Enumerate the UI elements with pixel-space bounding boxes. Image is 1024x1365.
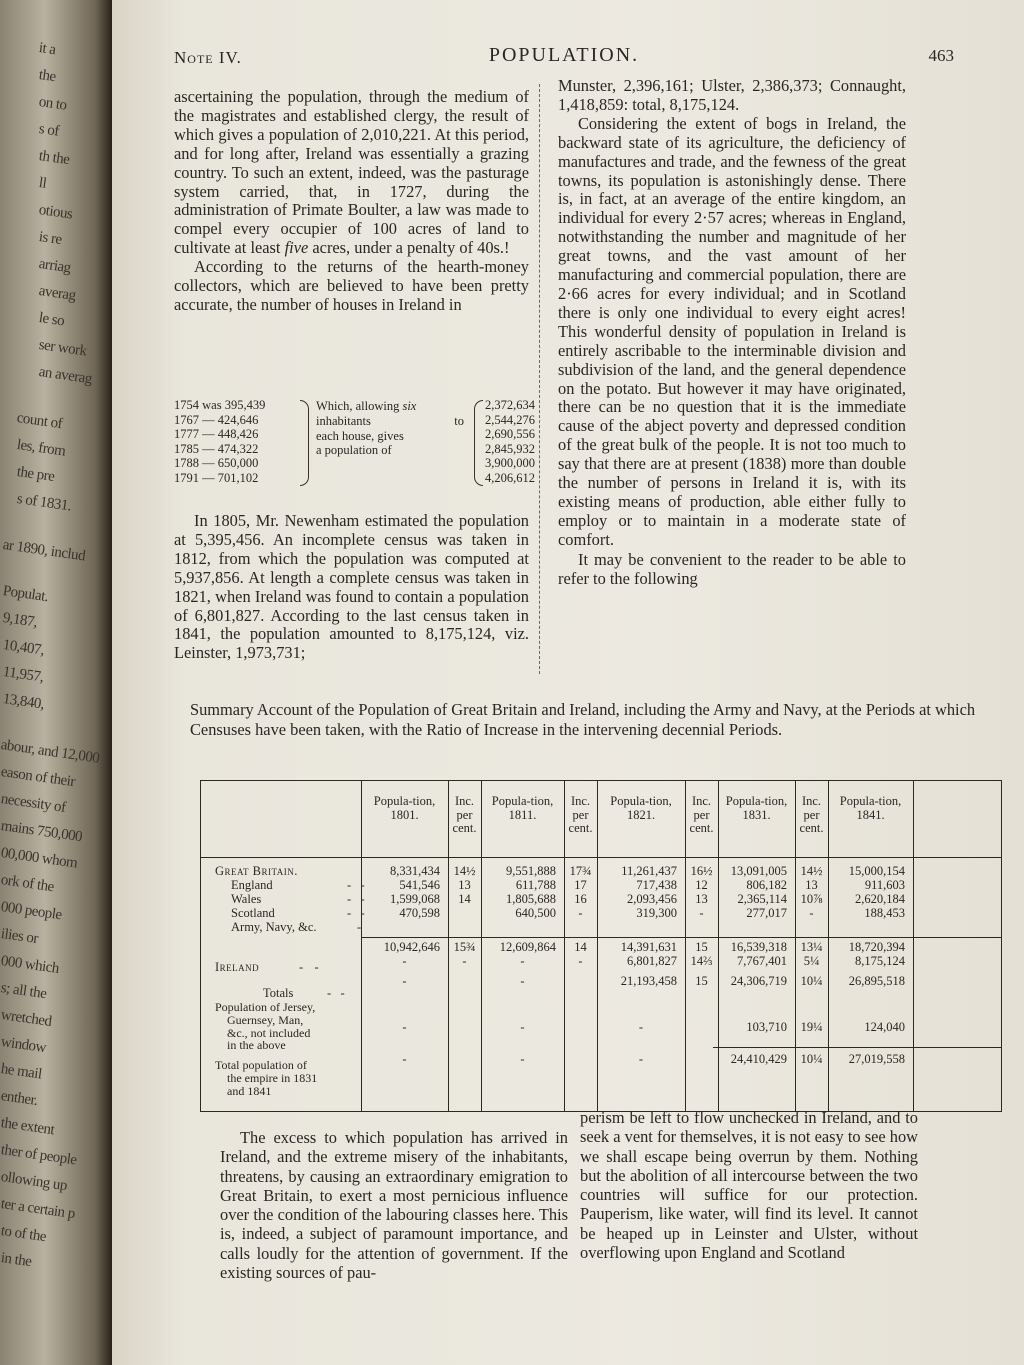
table-cell: 16½ [690, 864, 713, 878]
table-cell-ireland: 7,767,401 [737, 954, 787, 968]
gutter-fragment: the pre [15, 464, 56, 486]
gutter-fragment: ther of people [0, 1142, 78, 1169]
table-cell: - [809, 906, 814, 920]
table-cell: 2,365,114 [737, 892, 787, 906]
table-cell-subtotal: 15 [695, 940, 708, 954]
gutter-fragment: the extent [0, 1115, 56, 1139]
gutter-fragment: s of [37, 121, 60, 140]
table-cell: 10⅞ [800, 892, 823, 906]
table-cell-empire: 24,410,429 [730, 1052, 787, 1066]
gutter-fragment: count of [15, 410, 64, 433]
gutter-fragment: arriag [37, 256, 72, 277]
paragraph: Considering the extent of bogs in Ireland, the backward state of its agriculture, the deficiency of manufactures and trade, and the fewness of the great towns, its population is astonishingly dense. There is, in fact, at an average of the entire kingdom, an individual for every 2·57 acres; whereas in England, notwithstanding the number and magnitude of her great towns, and the vast amount of her manufacturing and commercial population, there are 2·66 acres for every individual; and in Scotland there is only one individual to every eight acres! This wonderful density of population in Ireland is entirely ascribable to the interminable division and subdivision of the land, and the general dependence on the potato. But however it may have originated, there can be no question that it is the immediate cause of the abject poverty and depressed condition of the great bulk of the people. It is not too much to say that there are at present (1838) more than double the number of persons in Ireland it is, with its existing means of production, able either fully to employ or to maintain in a moderate state of comfort. [558, 113, 906, 549]
bottom-right-column: perism be left to flow unchecked in Ireland, and to seek a vent for themselves, it is not easy to see how we shall escape being overrun by them. Nothing but the abolition of all intercourse between the two countries will suffice for our protection. Pauperism, like water, will find its level. It cannot be heaped up in Leinster and Ulster, without overflowing upon England and Scotland [580, 1108, 918, 1263]
page-number: 463 [928, 46, 954, 65]
table-cell: - [578, 906, 583, 920]
table-cell: 470,598 [399, 906, 440, 920]
book-page [112, 0, 1024, 1365]
table-header: Popula-tion, 1841. [839, 794, 902, 822]
table-cell-totals: 24,306,719 [730, 974, 787, 988]
table-cell-totals: 10¼ [800, 974, 823, 988]
table-cell: 13 [458, 878, 471, 892]
gutter-fragment: ter a certain p [0, 1196, 76, 1223]
table-cell-subtotal: 10,942,646 [383, 940, 440, 954]
table-cell-subtotal: 18,720,394 [848, 940, 905, 954]
table-header: Popula-tion, 1831. [725, 794, 788, 822]
row-label: Wales - - [231, 892, 365, 906]
table-cell-empire: - [638, 1052, 644, 1066]
table-cell-jersey: - [638, 1020, 644, 1034]
table-cell: 2,093,456 [627, 892, 677, 906]
gutter-fragment: 000 people [0, 899, 63, 924]
paragraph: In 1805, Mr. Newenham estimated the population at 5,395,456. An incomplete census was taken in 1812, from which the population was computed at 5,937,856. At length a complete census was taken in 1821, when Ireland was found to contain a population of 6,801,827. According to the last census taken in 1841, the population amounted to 8,175,124, viz. Leinster, 1,973,731; [174, 511, 529, 663]
row-label: Army, Navy, &c. - [231, 920, 362, 934]
table-cell: 16 [574, 892, 587, 906]
gutter-fragment: necessity of [0, 791, 67, 816]
table-cell: 541,546 [399, 878, 440, 892]
table-cell: 13,091,005 [730, 864, 787, 878]
column-rule [539, 84, 540, 674]
table-cell-subtotal: 13¼ [800, 940, 823, 954]
table-cell-ireland: 6,801,827 [627, 954, 677, 968]
gutter-fragment: ollowing up [0, 1169, 68, 1195]
gutter-fragment: ser work [37, 337, 88, 360]
row-label: Ireland - - [215, 960, 320, 974]
table-cell: 806,182 [746, 878, 787, 892]
left-column [174, 88, 529, 315]
gutter-fragment: wretched [0, 1007, 53, 1030]
gutter-fragment: s of 1831. [15, 491, 73, 515]
paragraph: It may be convenient to the reader to be able to refer to the following [558, 549, 906, 588]
gutter-fragment: abour, and 12,000 [0, 737, 101, 767]
brace [474, 400, 483, 486]
table-cell: 17 [574, 878, 587, 892]
table-cell: 319,300 [636, 906, 677, 920]
calculation-note: Which, allowing six inhabitants to each house, gives a population of [316, 399, 464, 458]
gutter-fragment: 000 which [0, 953, 60, 977]
table-cell-ireland: 5¼ [803, 954, 820, 968]
gutter-fragment: it a [37, 40, 57, 59]
table-cell-subtotal: 14 [574, 940, 587, 954]
gutter-fragment: the [37, 67, 57, 86]
table-cell-jersey: 19¼ [800, 1020, 823, 1034]
gutter-fragment: ilies or [0, 926, 39, 948]
table-cell-ireland: 14⅔ [690, 954, 713, 968]
table-cell-subtotal: 14,391,631 [620, 940, 677, 954]
table-cell-empire: 27,019,558 [848, 1052, 905, 1066]
table-cell: 14 [458, 892, 471, 906]
gutter-fragment: window [0, 1034, 47, 1057]
right-column [558, 77, 906, 588]
table-cell-ireland: - [462, 954, 467, 968]
table-cell: - [699, 906, 704, 920]
table-caption: Summary Account of the Population of Great Britain and Ireland, including the Army and Navy, at the Periods at which Censuses have been taken, with the Ratio of Increase in the intervening decennial Periods. [190, 700, 976, 739]
row-label-jersey: Population of Jersey, Guernsey, Man, &c., not included in the above [215, 1000, 316, 1053]
table-cell-subtotal: 15¾ [453, 940, 476, 954]
table-cell-totals: 21,193,458 [620, 974, 677, 988]
gutter-fragment: an averag [37, 364, 93, 388]
table-cell-empire: 10¼ [800, 1052, 823, 1066]
table-cell: 17¾ [569, 864, 592, 878]
gutter-fragment: les, from [15, 437, 67, 460]
table-cell-jersey: 124,040 [864, 1020, 905, 1034]
gutter-fragment: ork of the [0, 872, 55, 896]
table-cell: 640,500 [515, 906, 556, 920]
gutter-fragment: enther. [0, 1088, 39, 1109]
paragraph: Munster, 2,396,161; Ulster, 2,386,373; Connaught, 1,418,859: total, 8,175,124. [558, 76, 906, 114]
table-cell: 1,599,068 [390, 892, 440, 906]
table-cell-ireland: 8,175,124 [855, 954, 905, 968]
table-cell-totals: 26,895,518 [848, 974, 905, 988]
table-header: Inc. per cent. [799, 794, 824, 836]
table-cell-empire: - [520, 1052, 525, 1066]
table-cell-jersey: 103,710 [746, 1020, 787, 1034]
gutter-fragment: he mail [0, 1061, 43, 1083]
table-header: Popula-tion, 1821. [610, 794, 672, 822]
table-cell: 14½ [800, 864, 823, 878]
summary-table [200, 780, 1002, 1112]
hearth-money-table [174, 398, 535, 488]
table-cell: 9,551,888 [506, 864, 556, 878]
page-title: POPULATION. [488, 44, 640, 66]
brace [300, 400, 309, 486]
table-cell-subtotal: 12,609,864 [499, 940, 556, 954]
table-header: Inc. per cent. [452, 794, 477, 836]
gutter-fragment: eason of their [0, 764, 76, 791]
paragraph: According to the returns of the hearth-money collectors, which are believed to have been pretty accurate, the number of houses in Ireland in [174, 257, 529, 314]
row-label: England - - [231, 878, 365, 892]
row-label: Scotland - - [231, 906, 365, 920]
table-cell: 12 [695, 878, 708, 892]
gutter-fragment: mains 750,000 [0, 818, 84, 846]
table-cell-ireland: - [578, 954, 583, 968]
table-cell: 15,000,154 [848, 864, 905, 878]
table-cell-subtotal: 16,539,318 [730, 940, 787, 954]
facing-page-edge [0, 0, 112, 1365]
row-label-empire: Total population of the empire in 1831 and 1841 [215, 1058, 318, 1098]
gutter-fragment: to of the [0, 1223, 48, 1246]
table-cell-ireland: - [520, 954, 525, 968]
table-cell-ireland: - [402, 954, 407, 968]
table-cell: 14½ [453, 864, 476, 878]
gutter-fragment: averag [37, 283, 77, 304]
paragraph: ascertaining the population, through the medium of the magistrates and established clergy, the result of which gives a population of 2,010,221. At this period, and for long after, Ireland was essentially a grazing country. To such an extent, indeed, was the pasturage system carried, that, in 1727, during the administration of Primate Boulter, a law was made to compel every occupier of 100 acres of land to cultivate at least five acres, under a penalty of 40s.! [174, 87, 529, 258]
gutter-fragment: s; all the [0, 980, 48, 1003]
gutter-fragment: is re [37, 229, 63, 249]
table-cell-jersey: - [520, 1020, 525, 1034]
gutter-fragment: on to [37, 94, 68, 114]
table-cell: 8,331,434 [390, 864, 440, 878]
note-label: Note IV. [174, 48, 242, 67]
table-header: Popula-tion, 1801. [373, 794, 436, 822]
gutter-fragment: ar 1890, includ [1, 537, 87, 565]
row-label: Totals - - [263, 986, 345, 1000]
table-header: Popula-tion, 1811. [491, 794, 554, 822]
gutter-fragment: 00,000 whom [0, 845, 79, 872]
table-cell: 188,453 [864, 906, 905, 920]
table-cell-totals: 15 [695, 974, 708, 988]
table-cell-jersey: - [402, 1020, 407, 1034]
table-header: Inc. per cent. [568, 794, 593, 836]
table-cell: 611,788 [515, 878, 556, 892]
table-cell-totals: - [402, 974, 407, 988]
gutter-fragment: ll [37, 175, 48, 192]
table-cell: 277,017 [746, 906, 787, 920]
estimated-populations: 2,372,634 2,544,276 2,690,556 2,845,932 3,900,000 4,206,612 [485, 398, 535, 485]
house-counts: 1754 was 395,439 1767 — 424,646 1777 — 448,426 1785 — 474,322 1788 — 650,000 1791 — 701,102 [174, 398, 266, 485]
gutter-fragment: 9,187, [1, 610, 39, 631]
bottom-left-column: The excess to which population has arrived in Ireland, and the extreme misery of the inhabitants, threatens, by causing an extraordinary emigration to Great Britain, to exert a most pernicious influence over the condition of the labouring classes here. This is, indeed, a subject of paramount importance, and calls loudly for the attention of government. If the existing sources of pau- [220, 1128, 568, 1283]
gutter-fragment: in the [0, 1250, 33, 1271]
table-cell: 11,261,437 [621, 864, 677, 878]
table-cell-totals: - [520, 974, 525, 988]
table-cell: 13 [805, 878, 818, 892]
table-cell: 2,620,184 [855, 892, 905, 906]
table-column-rule [913, 781, 914, 1111]
gutter-fragment: 13,840, [1, 691, 46, 713]
gutter-fragment: otious [37, 202, 74, 223]
table-header: Inc. per cent. [689, 794, 714, 836]
table-cell: 1,805,688 [506, 892, 556, 906]
gutter-fragment: th the [37, 148, 71, 169]
table-cell: 717,438 [636, 878, 677, 892]
gutter-fragment: 10,407, [1, 637, 46, 659]
left-column-continued [174, 512, 529, 663]
table-cell-empire: - [402, 1052, 407, 1066]
table-cell: 911,603 [864, 878, 905, 892]
row-label: Great Britain. [215, 864, 298, 878]
running-header [174, 44, 954, 74]
gutter-fragment: 11,957, [1, 664, 45, 686]
gutter-fragment: le so [37, 310, 66, 330]
gutter-fragment: Populat. [1, 583, 50, 606]
table-cell: 13 [695, 892, 708, 906]
